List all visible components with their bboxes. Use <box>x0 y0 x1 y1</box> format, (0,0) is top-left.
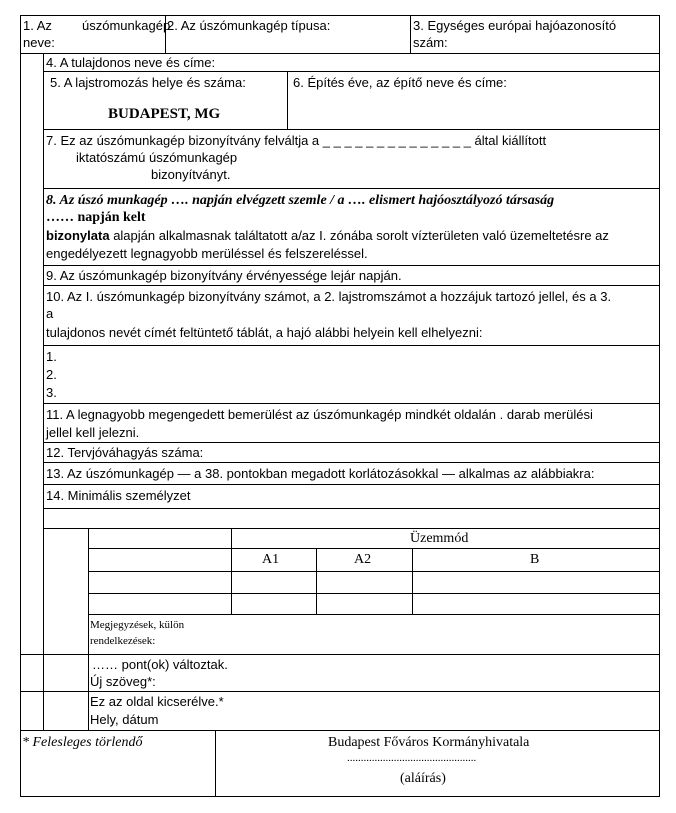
item-9-text: 9. Az úszómunkagép bizonyítvány érvényessége lejár napján. <box>46 268 402 283</box>
rule <box>43 442 659 443</box>
rule <box>20 53 659 54</box>
item-8-text <box>46 228 609 244</box>
item-11-text: jellel kell jelezni. <box>46 425 140 440</box>
item-10-text: 10. Az I. úszómunkagép bizonyítvány számot, a 2. lajstromszámot a hozzájuk tartozó jellel, és a 3. <box>46 289 612 304</box>
item-8-text: engedélyezett legnagyobb merüléssel és felszereléssel. <box>46 246 368 261</box>
rule <box>20 654 659 655</box>
field-vessel-name-label: neve: <box>23 35 55 50</box>
rule <box>287 71 288 129</box>
place-item: 2. <box>46 367 57 382</box>
notes-label: Megjegyzések, külön <box>90 619 185 631</box>
item-10-text: a <box>46 306 54 321</box>
field-vessel-type-label: 2. Az úszómunkagép típusa: <box>167 18 331 33</box>
item-7-text: 7. Ez az úszómunkagép bizonyítvány felváltja a _ _ _ _ _ _ _ _ _ _ _ _ _ _ által kiállított <box>46 133 547 148</box>
issuing-authority: Budapest Főváros Kormányhivatala <box>328 735 530 750</box>
rule <box>88 548 659 549</box>
footer-note: * Felesleges törlendő <box>22 735 143 750</box>
mode-header: Üzemmód <box>410 531 469 546</box>
rule <box>43 484 659 485</box>
rule <box>43 129 659 130</box>
rule <box>659 15 660 797</box>
item-13-text: 13. Az úszómunkagép — a 38. pontokban megadott korlátozásokkal — alkalmas az alábbiakra: <box>46 466 595 481</box>
rule <box>88 593 659 594</box>
item-8-bold: bizonylata <box>46 228 110 243</box>
changes-text: Új szöveg*: <box>90 674 156 689</box>
item-7-text: iktatószámú úszómunkagép <box>76 150 238 165</box>
rule <box>215 730 216 796</box>
rule <box>43 403 659 404</box>
signature-label: (aláírás) <box>400 771 446 786</box>
item-12-text: 12. Tervjóváhagyás száma: <box>46 445 204 460</box>
replaced-text: Hely, dátum <box>90 712 159 727</box>
rule <box>316 548 317 614</box>
rule <box>43 71 659 72</box>
mode-column-b: B <box>530 552 540 567</box>
rule <box>43 508 659 509</box>
item-8-rest: alapján alkalmasnak találtatott a/az I. zónába sorolt vízterületen való üzemeltetésre az <box>109 228 609 243</box>
rule <box>88 614 659 615</box>
rule <box>20 796 659 797</box>
rule <box>20 730 659 731</box>
rule <box>410 15 411 53</box>
replaced-text: Ez az oldal kicserélve.* <box>90 694 224 709</box>
item-10-text: tulajdonos nevét címét feltüntető táblát, a hajó alábbi helyein kell elhelyezni: <box>46 325 483 340</box>
field-eni-label: 3. Egységes európai hajóazonosító <box>413 18 617 33</box>
field-registry-label: 5. A lajstromozás helye és száma: <box>50 75 246 90</box>
rule <box>43 462 659 463</box>
item-8-text: 8. Az úszó munkagép …. napján elvégzett szemle / a …. elismert hajóosztályozó társaság <box>46 193 555 208</box>
notes-label: rendelkezések: <box>90 635 156 647</box>
rule <box>231 528 232 614</box>
rule <box>43 53 44 730</box>
changes-text: …… pont(ok) változtak. <box>92 657 228 672</box>
rule <box>20 15 21 797</box>
field-owner-label: 4. A tulajdonos neve és címe: <box>46 55 216 70</box>
field-registry-value: BUDAPEST, MG <box>108 106 221 122</box>
field-build-label: 6. Építés éve, az építő neve és címe: <box>293 75 507 90</box>
rule <box>43 285 659 286</box>
rule <box>412 548 413 614</box>
item-7-text: bizonyítványt. <box>151 167 231 182</box>
place-item: 1. <box>46 349 57 364</box>
place-item: 3. <box>46 385 57 400</box>
rule <box>20 691 659 692</box>
rule <box>43 345 659 346</box>
rule <box>20 15 659 16</box>
rule <box>43 265 659 266</box>
mode-column-a2: A2 <box>354 552 372 567</box>
field-vessel-name-label: 1. Az <box>23 18 52 33</box>
mode-column-a1: A1 <box>262 552 280 567</box>
rule <box>43 528 659 529</box>
field-vessel-name-label: úszómunkagép <box>82 18 171 33</box>
item-8-text: …… napján kelt <box>46 210 146 225</box>
rule <box>88 571 659 572</box>
signature-line: ............................................... <box>347 752 477 764</box>
item-11-text: 11. A legnagyobb megengedett bemerülést az úszómunkagép mindkét oldalán . darab merülési <box>46 407 593 422</box>
item-14-text: 14. Minimális személyzet <box>46 488 191 503</box>
field-eni-label: szám: <box>413 35 448 50</box>
rule <box>43 188 659 189</box>
rule <box>88 528 89 730</box>
